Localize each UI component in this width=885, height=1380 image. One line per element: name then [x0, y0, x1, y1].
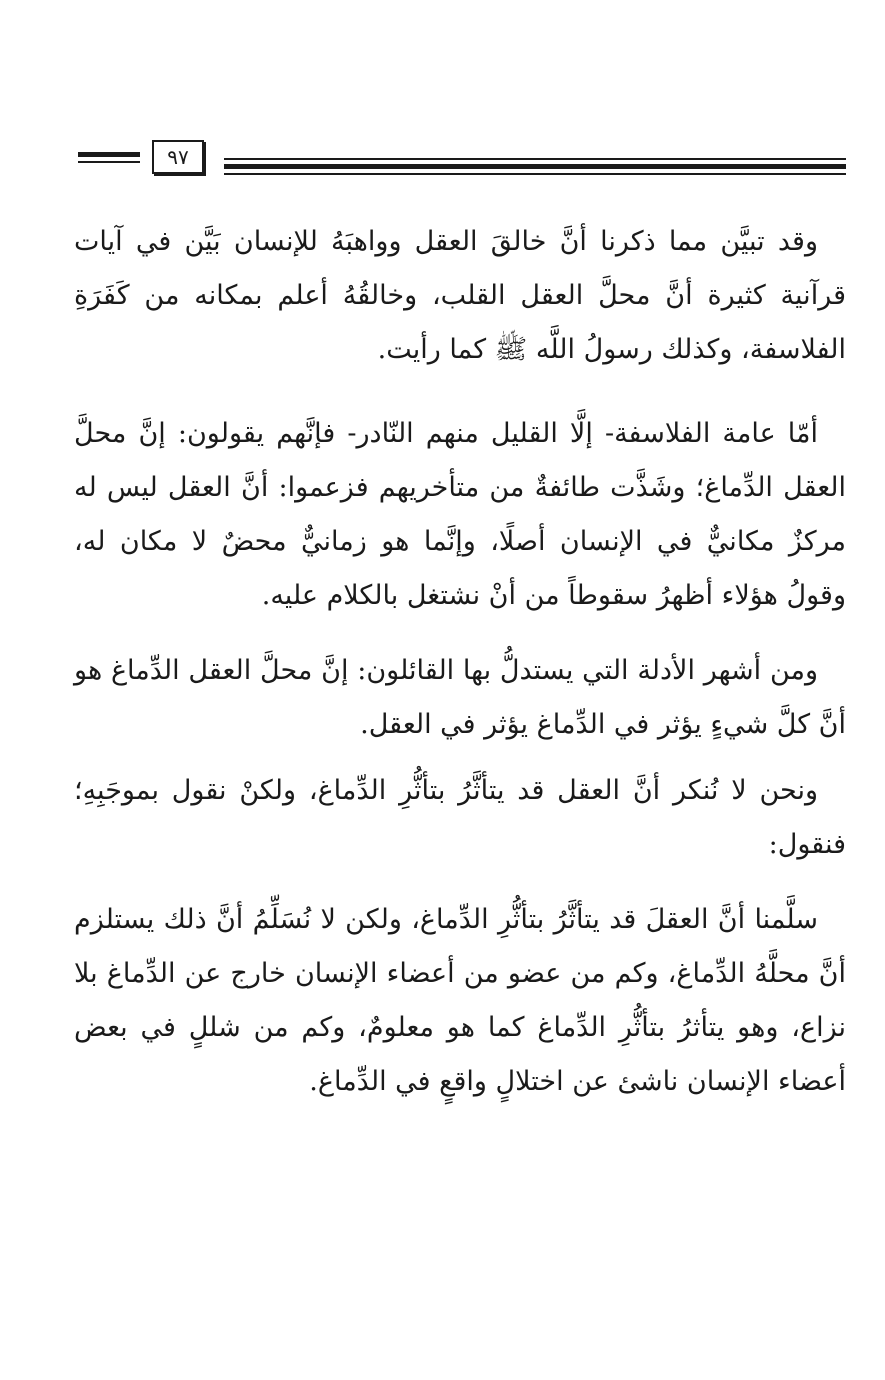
header-rule-long-bottom	[224, 173, 846, 175]
paragraph-2: أمّا عامة الفلاسفة- إلَّا القليل منهم النّادر- فإنَّهم يقولون: إنَّ محلَّ العقل الدِّماغ؛ وشَذَّت طائفةٌ من متأخريهم فزعموا: أنَّ العقل ليس له مركزٌ مكانيٌّ في الإنسان أصلًا، وإنَّما هو زمانيٌّ محضٌ لا مكان له، وقولُ هؤلاء أظهرُ سقوطاً من أنْ نشتغل بالكلام عليه.	[74, 418, 846, 611]
header-rule-long-top	[224, 158, 846, 160]
header-rule-short-thick	[78, 152, 140, 157]
body-text	[74, 215, 846, 1109]
paragraph-3: ومن أشهر الأدلة التي يستدلُّ بها القائلون: إنَّ محلَّ العقل الدِّماغ هو أنَّ كلَّ شيءٍ يؤثر في الدِّماغ يؤثر في العقل.	[74, 655, 846, 740]
paragraph-5: سلَّمنا أنَّ العقلَ قد يتأثَّرُ بتأثُّرِ الدِّماغ، ولكن لا نُسَلِّمُ أنَّ ذلك يستلزم أنَّ محلَّهُ الدِّماغ، وكم من عضو من أعضاء الإنسان خارج عن الدِّماغ بلا نزاع، وهو يتأثرُ بتأثُّرِ الدِّماغ كما هو معلومٌ، وكم من شللٍ في بعض أعضاء الإنسان ناشئ عن اختلالٍ واقعٍ في الدِّماغ.	[74, 904, 846, 1097]
paragraph-1: وقد تبيَّن مما ذكرنا أنَّ خالقَ العقل وواهبَهُ للإنسان بَيَّن في آيات قرآنية كثيرة أنَّ محلَّ العقل القلب، وخالقُهُ أعلم بمكانه من كَفَرَةِ الفلاسفة، وكذلك رسولُ اللَّه ﷺ كما رأيت.	[74, 226, 846, 365]
header-rule-long-middle	[224, 164, 846, 169]
header-rule-short-thin	[78, 161, 140, 163]
page-header	[78, 140, 846, 180]
page-number: ٩٧	[152, 140, 204, 174]
paragraph-4: ونحن لا نُنكر أنَّ العقل قد يتأثَّرُ بتأثُّرِ الدِّماغ، ولكنْ نقول بموجَبِهِ؛ فنقول:	[74, 775, 846, 860]
